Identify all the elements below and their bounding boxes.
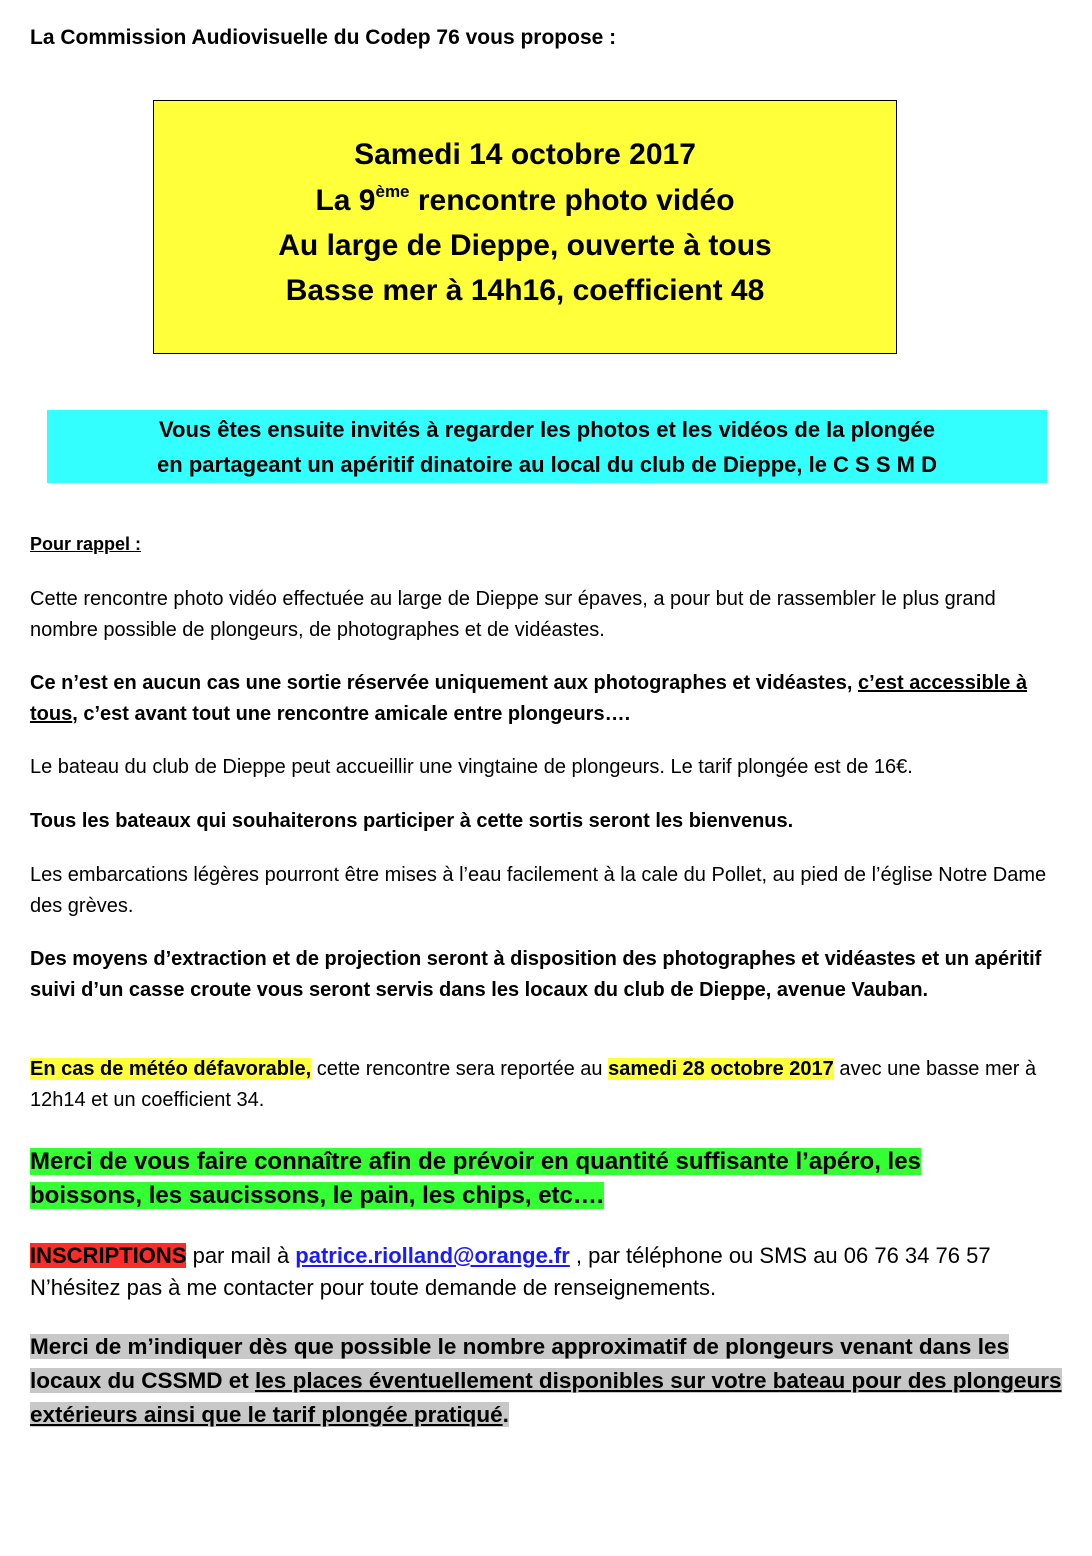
weather-highlight: En cas de météo défavorable, [30, 1058, 312, 1080]
weather-end: avec une basse mer à 12h14 et un coefficient 34. [30, 1058, 1037, 1111]
paragraph-open-to-all [30, 668, 1060, 730]
event-title-pre: La 9 [315, 184, 376, 217]
final-request-c: . [502, 1402, 509, 1427]
weather-date: samedi 28 octobre 2017 [608, 1058, 834, 1080]
final-request-b: les places éventuellement disponibles sur votre bateau pour des plongeurs extérieurs ainsi que le tarif plongée pratiqué [30, 1368, 1062, 1427]
event-tide: Basse mer à 14h16, coefficient 48 [285, 274, 765, 307]
paragraph-boat-capacity: Le bateau du club de Dieppe peut accueillir une vingtaine de plongeurs. Le tarif plongée est de 16€. [30, 756, 913, 778]
event-title [154, 183, 896, 223]
event-title-post: rencontre photo vidéo [409, 184, 735, 217]
event-location: Au large de Dieppe, ouverte à tous [278, 229, 772, 262]
invite-box [47, 410, 1047, 483]
thanks-highlight: Merci de vous faire connaître afin de prévoir en quantité suffisante l’apéro, les boissons, les saucissons, le pain, les chips, etc…. [30, 1148, 921, 1209]
inscriptions-phone: , par téléphone ou SMS au 06 76 34 76 57 [569, 1243, 991, 1268]
paragraph-inscriptions [30, 1240, 1060, 1304]
event-box [153, 100, 897, 354]
paragraph-purpose: Cette rencontre photo vidéo effectuée au large de Dieppe sur épaves, a pour but de rassembler le plus grand nombre possible de plongeurs, de photographes et de vidéastes. [30, 588, 996, 641]
weather-mid: cette rencontre sera reportée au [311, 1058, 609, 1080]
email-link[interactable]: patrice.riolland@orange.fr [295, 1243, 570, 1268]
invite-line-1: Vous êtes ensuite invités à regarder les photos et les vidéos de la plongée [159, 417, 935, 442]
paragraph-light-craft: Les embarcations légères pourront être mises à l’eau facilement à la cale du Pollet, au pied de l’église Notre Dame des grèves. [30, 864, 1047, 917]
open-to-all-c: , c’est avant tout une rencontre amicale entre plongeurs…. [72, 703, 631, 725]
paragraph-all-boats: Tous les bateaux qui souhaiterons participer à cette sortis seront les bienvenus. [30, 810, 794, 832]
open-to-all-a: Ce n’est en aucun cas une sortie réservée uniquement aux photographes et vidéastes, [30, 672, 859, 694]
inscriptions-line-1 [30, 1240, 1060, 1272]
inscriptions-mid: par mail à [186, 1243, 296, 1268]
inscriptions-label: INSCRIPTIONS [30, 1243, 187, 1268]
paragraph-thanks [30, 1145, 1030, 1213]
open-to-all-b: c’est accessible à tous [30, 672, 1028, 725]
paragraph-final-request [30, 1330, 1065, 1432]
event-date: Samedi 14 octobre 2017 [354, 138, 696, 171]
event-title-sup: ème [375, 182, 410, 201]
final-request-a: Merci de m’indiquer dès que possible le nombre approximatif de plongeurs venant dans les locaux du CSSMD et [30, 1334, 1009, 1393]
paragraph-weather [30, 1054, 1060, 1116]
reminder-heading: Pour rappel : [30, 534, 142, 554]
invite-line-2: en partageant un apéritif dinatoire au local du club de Dieppe, le C S S M D [157, 452, 937, 477]
paragraph-equipment: Des moyens d’extraction et de projection seront à disposition des photographes et vidéastes et un apéritif suivi d’un casse croute vous seront servis dans les locaux du club de Dieppe, avenue Vauban. [30, 948, 1042, 1001]
inscriptions-line-2: N’hésitez pas à me contacter pour toute demande de renseignements. [30, 1275, 717, 1300]
intro-heading: La Commission Audiovisuelle du Codep 76 vous propose : [30, 26, 617, 49]
